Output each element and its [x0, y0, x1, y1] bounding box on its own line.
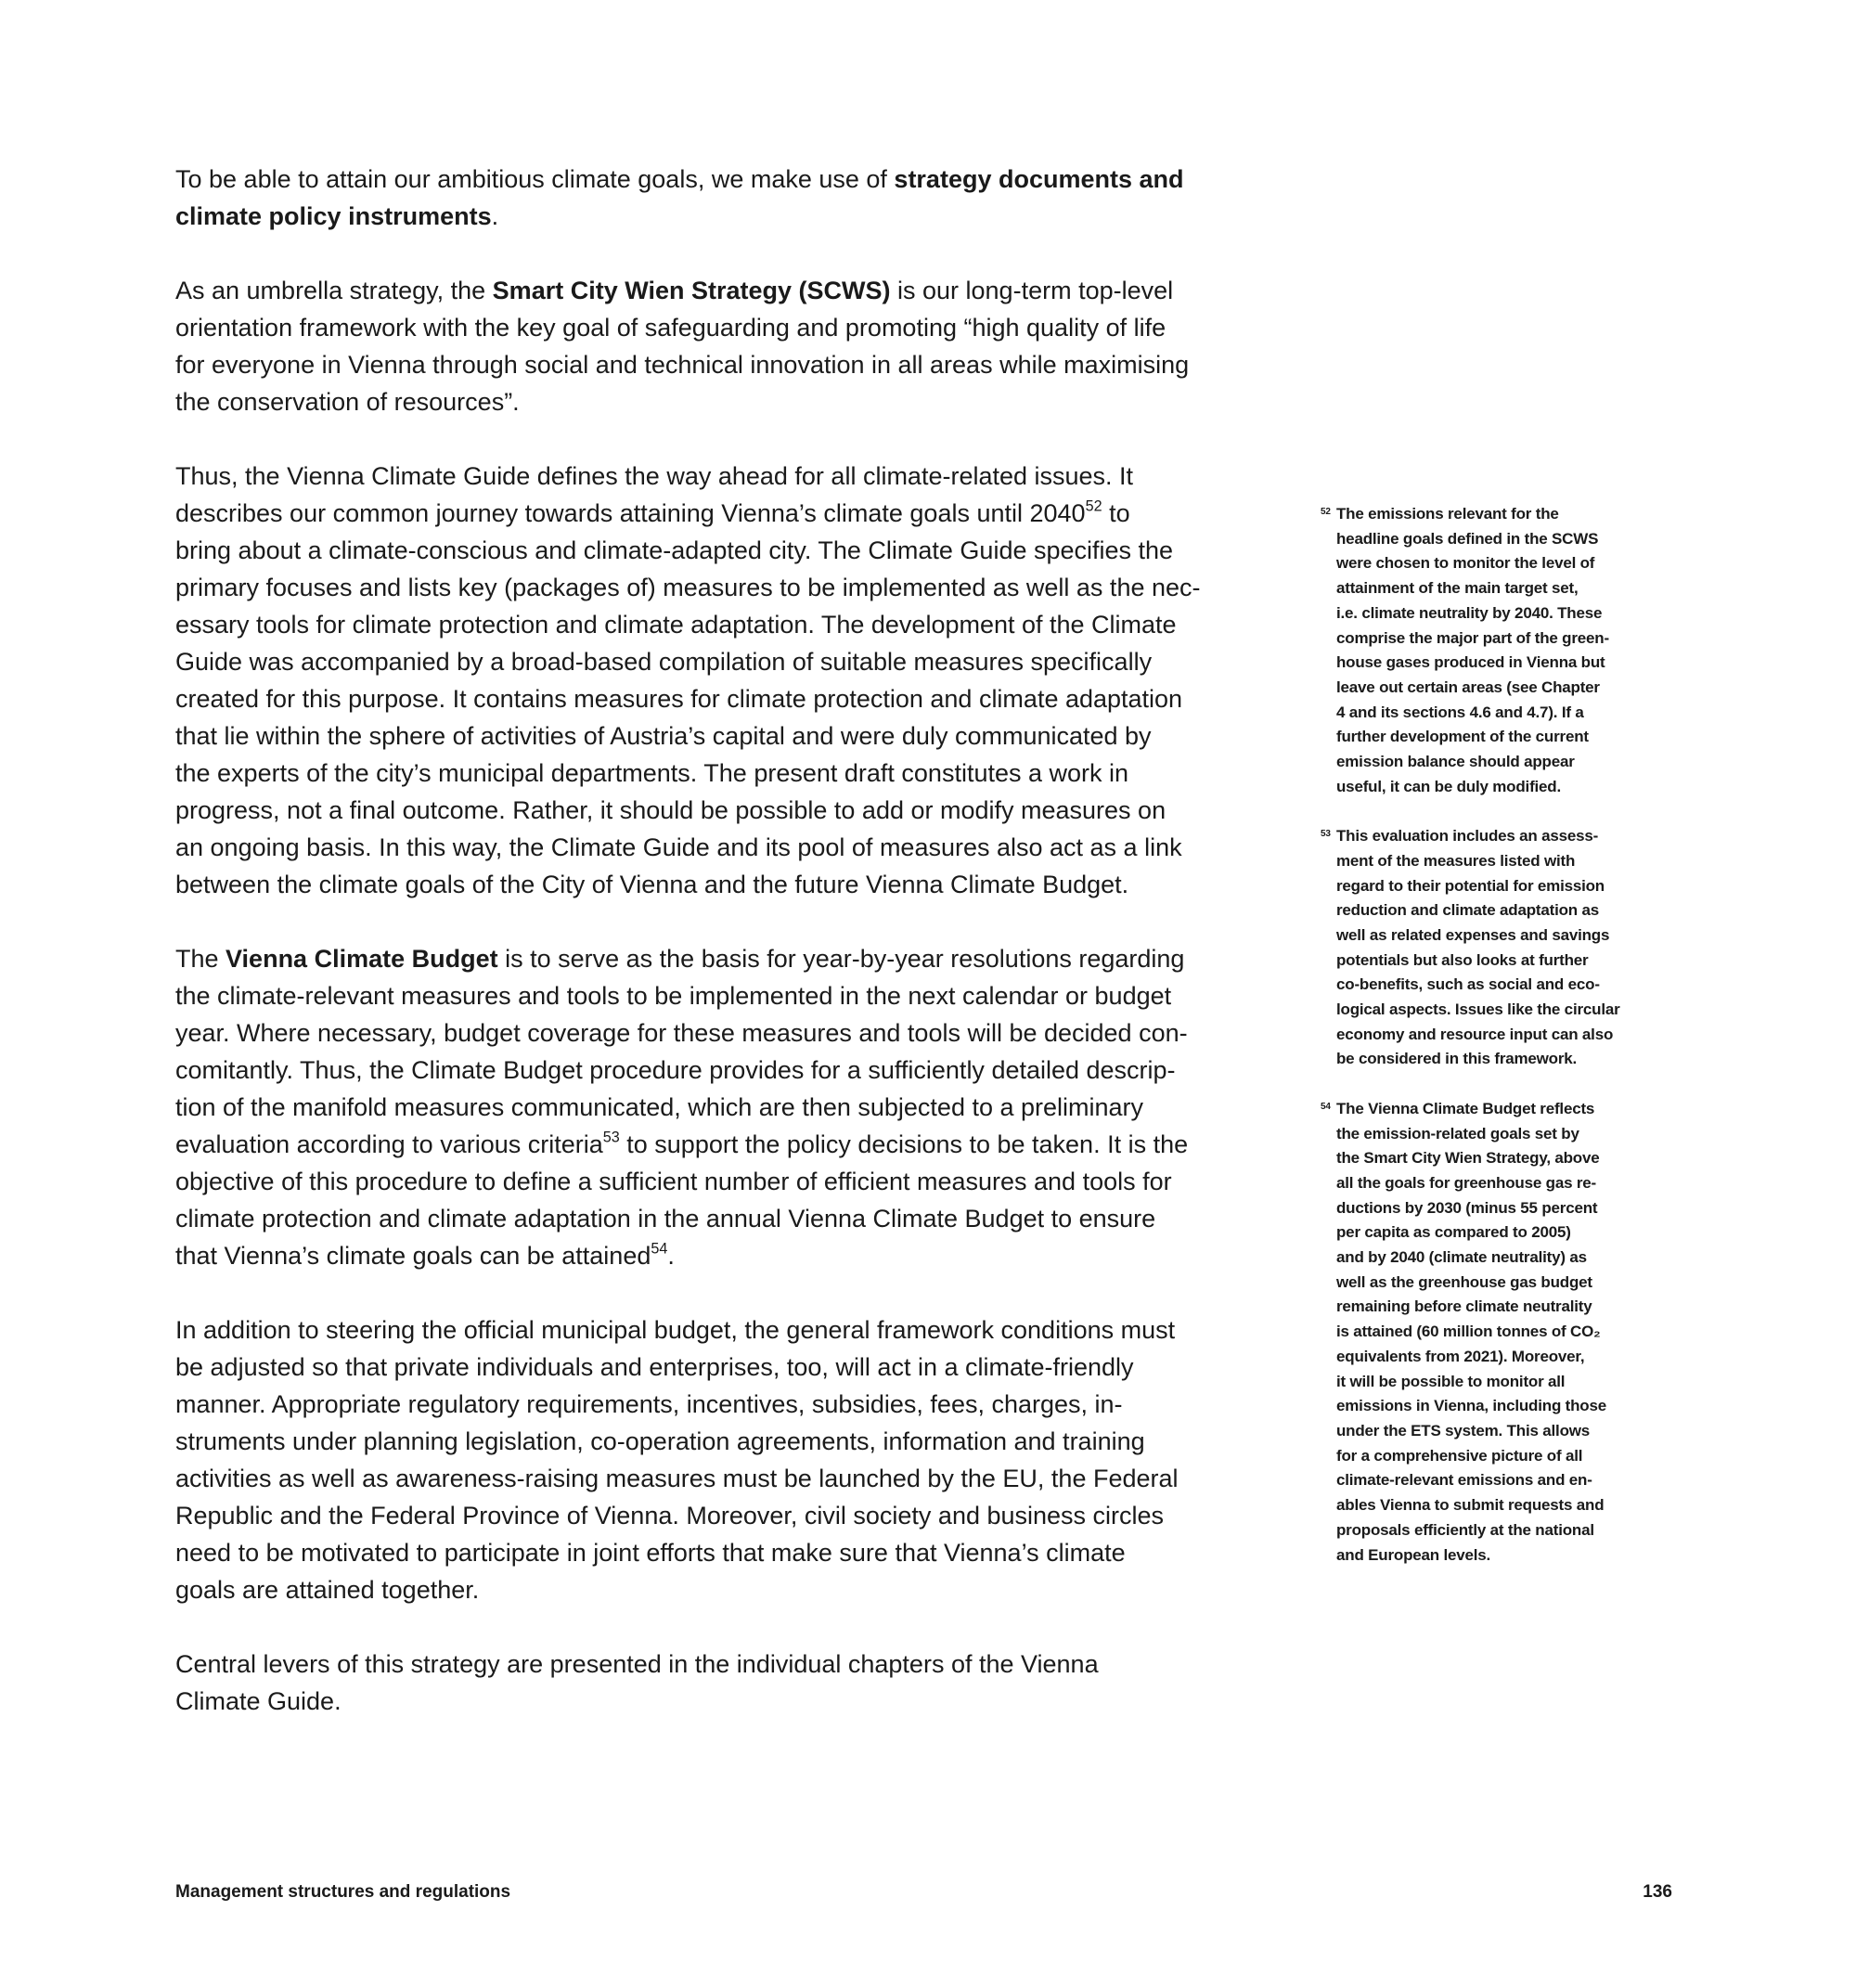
text-line: [175, 755, 1317, 792]
footnote-line: ables Vienna to submit requests and: [1336, 1496, 1605, 1515]
footnote-line: equivalents from 2021). Moreover,: [1336, 1347, 1585, 1365]
footnote-line: climate-relevant emissions and en-: [1336, 1471, 1592, 1490]
text-line: [175, 1163, 1317, 1200]
footnote-line: and European levels.: [1336, 1545, 1491, 1564]
footnote-line: remaining before climate neutrality: [1336, 1297, 1592, 1316]
text: bring about a climate-conscious and climate-adapted city. The Climate Guide specifies the: [175, 536, 1174, 564]
text-line: [175, 1052, 1317, 1089]
text: to: [1102, 499, 1130, 527]
text: .: [667, 1242, 675, 1270]
text-line: [175, 1014, 1317, 1052]
text-line: [175, 1571, 1317, 1608]
footnote-line: and by 2040 (climate neutrality) as: [1336, 1248, 1587, 1267]
text: describes our common journey towards attaining Vienna’s climate goals until 2040: [175, 499, 1086, 527]
footnote-line: ment of the measures listed with: [1336, 851, 1576, 870]
bold-text: Vienna Climate Budget: [226, 945, 498, 973]
footnote-reference: 52: [1085, 497, 1102, 515]
text-line: [175, 1534, 1317, 1571]
footnote-line: reduction and climate adaptation as: [1336, 901, 1600, 920]
text-line: [175, 272, 1317, 309]
text-line: [175, 940, 1317, 977]
footnote-line: potentials but also looks at further: [1336, 950, 1589, 969]
text: an ongoing basis. In this way, the Climate Guide and its pool of measures also act as a link: [175, 833, 1182, 861]
text: the experts of the city’s municipal departments. The present draft constitutes a work in: [175, 759, 1129, 787]
footnote-line: emissions in Vienna, including those: [1336, 1397, 1606, 1415]
text: The: [175, 945, 226, 973]
footnote-line: is attained (60 million tonnes of CO₂: [1336, 1323, 1601, 1341]
bold-text: strategy documents and: [894, 165, 1184, 193]
text-line: [175, 606, 1317, 643]
text: To be able to attain our ambitious climate goals, we make use of: [175, 165, 895, 193]
text-line: [175, 1089, 1317, 1126]
footnote-line: per capita as compared to 2005): [1336, 1223, 1571, 1242]
text: essary tools for climate protection and climate adaptation. The development of the Climate: [175, 611, 1177, 639]
text: climate protection and climate adaptation in the annual Vienna Climate Budget to ensure: [175, 1205, 1156, 1233]
text: Thus, the Vienna Climate Guide defines the way ahead for all climate-related issues. It: [175, 462, 1134, 490]
footnote-line: be considered in this framework.: [1336, 1050, 1578, 1068]
footnote-line: 4 and its sections 4.6 and 4.7). If a: [1336, 703, 1584, 721]
text-line: [175, 569, 1317, 606]
paragraph: [175, 1646, 1317, 1720]
main-text: [175, 161, 1317, 1757]
text: need to be motivated to participate in joint efforts that make sure that Vienna’s climate: [175, 1539, 1126, 1567]
text: comitantly. Thus, the Climate Budget procedure provides for a sufficiently detailed descrip-: [175, 1056, 1176, 1084]
footnote-line: economy and resource input can also: [1336, 1025, 1614, 1043]
text: is our long-term top-level: [890, 277, 1174, 304]
text-line: [175, 495, 1317, 532]
footnote-line: This evaluation includes an assess-: [1336, 827, 1599, 846]
text: As an umbrella strategy, the: [175, 277, 493, 304]
text-line: [175, 1460, 1317, 1497]
text-line: [175, 1349, 1317, 1386]
footnote-line: logical aspects. Issues like the circular: [1336, 1000, 1620, 1019]
text: activities as well as awareness-raising measures must be launched by the EU, the Federal: [175, 1465, 1179, 1492]
footnote-line: i.e. climate neutrality by 2040. These: [1336, 603, 1603, 622]
text: In addition to steering the official municipal budget, the general framework conditions must: [175, 1316, 1176, 1344]
text: manner. Appropriate regulatory requirements, incentives, subsidies, fees, charges, in-: [175, 1390, 1123, 1418]
bold-text: Smart City Wien Strategy (SCWS): [492, 277, 891, 304]
text-line: [175, 1386, 1317, 1423]
paragraph: [175, 272, 1317, 420]
footnote-line: for a comprehensive picture of all: [1336, 1446, 1583, 1465]
text: .: [491, 202, 499, 230]
text: struments under planning legislation, co-operation agreements, information and training: [175, 1427, 1145, 1455]
footnote-number: 52: [1321, 507, 1331, 517]
footnote-line: it will be possible to monitor all: [1336, 1372, 1566, 1390]
footnote-line: the emission-related goals set by: [1336, 1124, 1579, 1142]
footnote-53: [1321, 824, 1692, 1072]
text: is to serve as the basis for year-by-year resolutions regarding: [497, 945, 1185, 973]
text: that lie within the sphere of activities of Austria’s capital and were duly communicated by: [175, 722, 1152, 750]
text-line: [175, 1423, 1317, 1460]
text-line: [175, 680, 1317, 717]
footnote-number: 53: [1321, 829, 1331, 840]
text: the climate-relevant measures and tools to be implemented in the next calendar or budget: [175, 982, 1172, 1010]
footnote-number: 54: [1321, 1101, 1331, 1112]
footnote-line: proposals efficiently at the national: [1336, 1520, 1594, 1539]
text: Climate Guide.: [175, 1687, 342, 1715]
page-number: 136: [1643, 1882, 1672, 1902]
text-line: [175, 643, 1317, 680]
footnote-54: [1321, 1097, 1692, 1568]
bold-text: climate policy instruments: [175, 202, 492, 230]
footnote-line: emission balance should appear: [1336, 753, 1575, 771]
text: tion of the manifold measures communicated, which are then subjected to a preliminary: [175, 1093, 1144, 1121]
text-line: [175, 309, 1317, 346]
text-line: [175, 532, 1317, 569]
text-line: [175, 829, 1317, 866]
text: created for this purpose. It contains measures for climate protection and climate adaptation: [175, 685, 1183, 713]
text-line: [175, 458, 1317, 495]
text: objective of this procedure to define a sufficient number of efficient measures and tools for: [175, 1168, 1172, 1195]
text: that Vienna’s climate goals can be attained: [175, 1242, 651, 1270]
paragraph: [175, 161, 1317, 235]
text: between the climate goals of the City of Vienna and the future Vienna Climate Budget.: [175, 871, 1129, 898]
text: Central levers of this strategy are presented in the individual chapters of the Vienna: [175, 1650, 1099, 1678]
footnote-line: ductions by 2030 (minus 55 percent: [1336, 1198, 1598, 1217]
paragraph: [175, 1311, 1317, 1608]
footnote-line: attainment of the main target set,: [1336, 579, 1579, 598]
text: evaluation according to various criteria: [175, 1130, 603, 1158]
footnote-line: comprise the major part of the green-: [1336, 628, 1609, 647]
text: to support the policy decisions to be taken. It is the: [619, 1130, 1189, 1158]
footer-section-title: Management structures and regulations: [175, 1882, 511, 1902]
text-line: [175, 161, 1317, 198]
text: progress, not a final outcome. Rather, it should be possible to add or modify measures on: [175, 796, 1166, 824]
footnote-line: all the goals for greenhouse gas re-: [1336, 1173, 1596, 1192]
footnote-reference: 53: [602, 1129, 620, 1146]
text-line: [175, 717, 1317, 755]
text-line: [175, 1683, 1317, 1720]
footnote-line: under the ETS system. This allows: [1336, 1421, 1591, 1439]
footnote-line: regard to their potential for emission: [1336, 876, 1605, 895]
footnote-line: leave out certain areas (see Chapter: [1336, 678, 1600, 696]
text: Republic and the Federal Province of Vienna. Moreover, civil society and business circles: [175, 1502, 1165, 1530]
footnote-line: useful, it can be duly modified.: [1336, 777, 1562, 795]
footnote-line: The emissions relevant for the: [1336, 505, 1559, 523]
text-line: [175, 1646, 1317, 1683]
text-line: [175, 1497, 1317, 1534]
text: primary focuses and lists key (packages of) measures to be implemented as well as the nec-: [175, 574, 1201, 601]
text-line: [175, 198, 1317, 235]
text-line: [175, 346, 1317, 383]
text: be adjusted so that private individuals and enterprises, too, will act in a climate-friendly: [175, 1353, 1134, 1381]
footnote-line: co-benefits, such as social and eco-: [1336, 975, 1600, 994]
text: for everyone in Vienna through social and technical innovation in all areas while maximising: [175, 351, 1190, 379]
paragraph: [175, 458, 1317, 903]
text: Guide was accompanied by a broad-based compilation of suitable measures specifically: [175, 648, 1153, 676]
paragraph: [175, 940, 1317, 1274]
text-line: [175, 792, 1317, 829]
footnote-line: the Smart City Wien Strategy, above: [1336, 1149, 1600, 1168]
footnote-line: headline goals defined in the SCWS: [1336, 529, 1599, 548]
text-line: [175, 1237, 1317, 1274]
footnote-line: were chosen to monitor the level of: [1336, 554, 1595, 573]
text: the conservation of resources”.: [175, 388, 520, 416]
text: year. Where necessary, budget coverage for these measures and tools will be decided con-: [175, 1019, 1188, 1047]
footnote-line: further development of the current: [1336, 728, 1589, 746]
footnote-reference: 54: [651, 1240, 668, 1258]
text-line: [175, 977, 1317, 1014]
footnote-line: well as related expenses and savings: [1336, 925, 1610, 944]
text: goals are attained together.: [175, 1576, 480, 1604]
footnotes: [1321, 502, 1692, 1593]
text: orientation framework with the key goal of safeguarding and promoting “high quality of life: [175, 314, 1166, 342]
text-line: [175, 866, 1317, 903]
footnote-line: house gases produced in Vienna but: [1336, 653, 1605, 672]
text-line: [175, 1311, 1317, 1349]
footnote-line: The Vienna Climate Budget reflects: [1336, 1099, 1595, 1117]
footnote-52: [1321, 502, 1692, 799]
text-line: [175, 1200, 1317, 1237]
text-line: [175, 383, 1317, 420]
footnote-line: well as the greenhouse gas budget: [1336, 1272, 1592, 1291]
text-line: [175, 1126, 1317, 1163]
